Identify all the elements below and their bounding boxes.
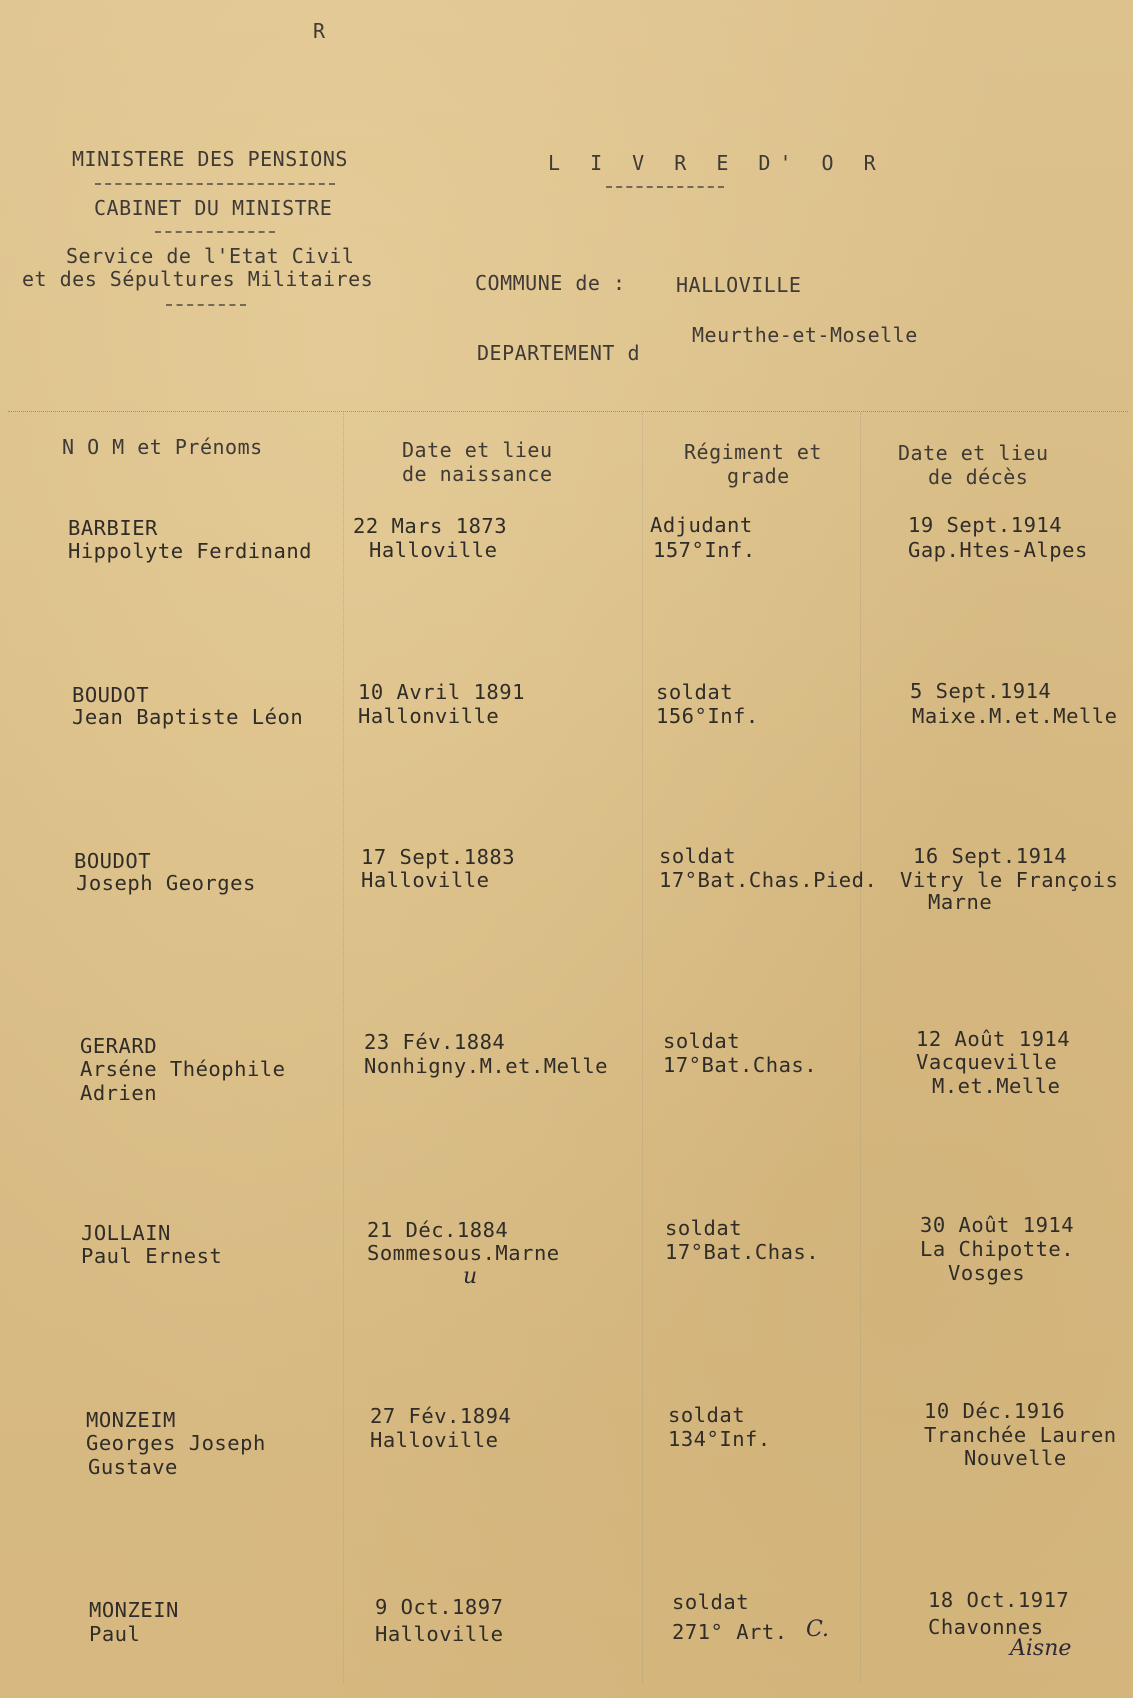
surname: GERARD <box>80 1034 158 1058</box>
surname: MONZEIN <box>89 1598 179 1622</box>
death-place-region: Vosges <box>948 1261 1026 1285</box>
given-names: Jean Baptiste Léon <box>72 705 304 729</box>
handwritten-initial: C. <box>806 1617 830 1642</box>
surname: MONZEIM <box>86 1408 176 1432</box>
death-date: 10 Déc.1916 <box>924 1399 1066 1423</box>
given-names: Joseph Georges <box>76 871 256 895</box>
death-date: 30 Août 1914 <box>920 1213 1075 1237</box>
divider <box>95 183 335 185</box>
commune-value: HALLOVILLE <box>676 273 802 297</box>
death-date: 19 Sept.1914 <box>908 513 1063 537</box>
departement-label: DEPARTEMENT d <box>477 341 641 365</box>
birth-column-header-sub: de naissance <box>402 462 553 486</box>
rank: Adjudant <box>650 513 753 537</box>
death-place: Gap.Htes-Alpes <box>908 538 1088 562</box>
birth-date: 27 Fév.1894 <box>370 1404 512 1428</box>
given-names-cont: Adrien <box>80 1081 158 1105</box>
birth-place: Halloville <box>369 538 498 562</box>
surname: BARBIER <box>68 516 158 540</box>
death-place: Chavonnes <box>928 1615 1044 1639</box>
surname: BOUDOT <box>74 849 152 873</box>
death-place: Maixe.M.et.Melle <box>912 704 1118 728</box>
surname: BOUDOT <box>72 683 150 707</box>
rank: soldat <box>672 1590 750 1614</box>
given-names: Paul <box>89 1622 141 1646</box>
given-names: Hippolyte Ferdinand <box>68 539 312 563</box>
death-date: 5 Sept.1914 <box>910 679 1052 703</box>
death-place: Vacqueville <box>916 1050 1058 1074</box>
unit: 271° Art. <box>672 1620 788 1644</box>
regiment-column-header-sub: grade <box>727 464 790 488</box>
birth-column-header: Date et lieu <box>402 438 553 462</box>
death-date: 16 Sept.1914 <box>913 844 1068 868</box>
column-divider <box>642 413 643 1683</box>
birth-date: 23 Fév.1884 <box>364 1030 506 1054</box>
birth-date: 9 Oct.1897 <box>375 1595 504 1619</box>
birth-place: Halloville <box>361 868 490 892</box>
given-names: Georges Joseph <box>86 1431 266 1455</box>
rank: soldat <box>663 1029 741 1053</box>
divider <box>166 304 246 306</box>
column-divider <box>860 413 861 1683</box>
unit: 17°Bat.Chas. <box>663 1053 818 1077</box>
death-place: La Chipotte. <box>920 1237 1075 1261</box>
birth-date: 22 Mars 1873 <box>353 514 508 538</box>
rank: soldat <box>656 680 734 704</box>
given-names-cont: Gustave <box>88 1455 178 1479</box>
cabinet-title: CABINET DU MINISTRE <box>94 196 333 220</box>
birth-place: Halloville <box>370 1428 499 1452</box>
page-mark: R <box>313 19 326 43</box>
ministry-title: MINISTERE DES PENSIONS <box>72 147 348 171</box>
unit: 156°Inf. <box>656 704 759 728</box>
departement-value: Meurthe-et-Moselle <box>692 323 918 347</box>
divider <box>606 186 724 188</box>
death-place: Vitry le François <box>900 868 1119 892</box>
death-column-header: Date et lieu <box>898 441 1049 465</box>
death-place-region: M.et.Melle <box>932 1074 1061 1098</box>
surname: JOLLAIN <box>81 1221 171 1245</box>
book-title: L I V R E D' O R <box>548 151 885 175</box>
death-date: 18 Oct.1917 <box>928 1588 1070 1612</box>
given-names: Arséne Théophile <box>80 1057 286 1081</box>
unit: 134°Inf. <box>668 1427 771 1451</box>
birth-date: 17 Sept.1883 <box>361 845 516 869</box>
handwritten-region-note: Aisne <box>1010 1636 1072 1661</box>
service-line-2: et des Sépultures Militaires <box>22 267 374 291</box>
birth-date: 21 Déc.1884 <box>367 1218 509 1242</box>
handwritten-correction: u <box>463 1264 478 1289</box>
death-place: Tranchée Lauren <box>924 1423 1117 1447</box>
table-top-rule <box>8 411 1128 412</box>
birth-place: Nonhigny.M.et.Melle <box>364 1054 608 1078</box>
birth-place: Hallonville <box>358 704 500 728</box>
column-divider <box>343 413 344 1683</box>
regiment-column-header: Régiment et <box>684 440 822 464</box>
death-place-region: Marne <box>928 890 993 914</box>
rank: soldat <box>668 1403 746 1427</box>
death-column-header-sub: de décès <box>928 465 1029 489</box>
birth-place: Halloville <box>375 1622 504 1646</box>
birth-place: Sommesous.Marne <box>367 1241 560 1265</box>
rank: soldat <box>665 1216 743 1240</box>
unit: 17°Bat.Chas.Pied. <box>659 868 878 892</box>
divider <box>155 231 275 233</box>
unit: 157°Inf. <box>653 538 756 562</box>
commune-label: COMMUNE de : <box>475 271 626 295</box>
unit: 17°Bat.Chas. <box>665 1240 820 1264</box>
rank: soldat <box>659 844 737 868</box>
name-column-header: N O M et Prénoms <box>62 435 263 459</box>
given-names: Paul Ernest <box>81 1244 223 1268</box>
service-line-1: Service de l'Etat Civil <box>66 244 355 268</box>
birth-date: 10 Avril 1891 <box>358 680 525 704</box>
death-place-region: Nouvelle <box>964 1446 1067 1470</box>
death-date: 12 Août 1914 <box>916 1027 1071 1051</box>
